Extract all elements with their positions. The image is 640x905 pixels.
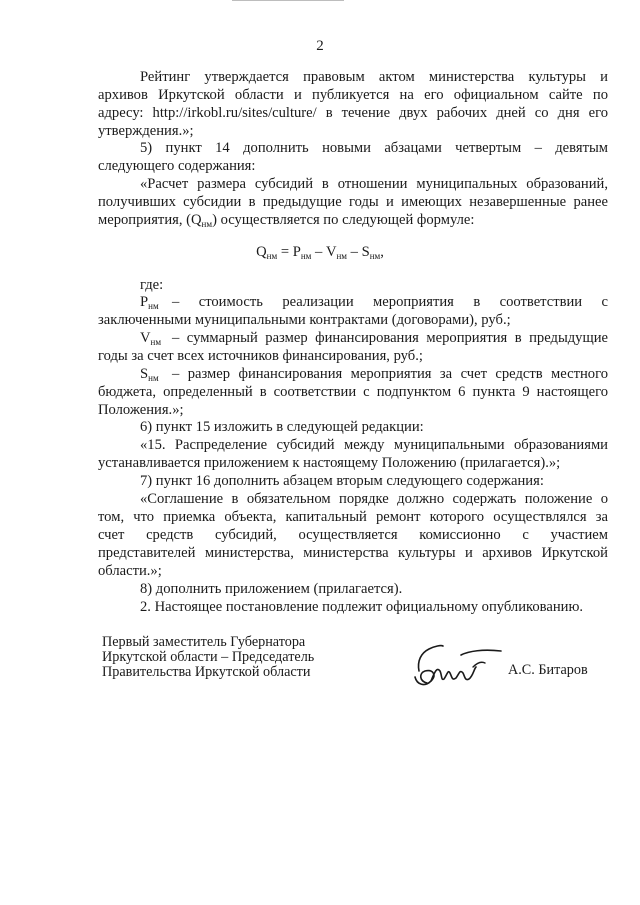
paragraph-line: представителей министерства, министерства культуры и архивов Иркутской [98,545,608,561]
signatory-title: Иркутской области – Председатель [102,649,315,665]
definition-s: – размер финансирования мероприятия за счет средств местного [172,366,608,382]
signatory-title: Правительства Иркутской области [102,664,311,680]
top-edge-line [232,0,344,1]
paragraph-line: устанавливается приложением к настоящему Положению (прилагается).»; [98,455,561,471]
definition-s: Положения.»; [98,402,184,418]
paragraph-line: «Соглашение в обязательном порядке должно содержать положение о [140,491,608,507]
symbol-v: $V_{нм}$ [140,330,162,347]
definition-v: годы за счет всех источников финансирования, руб.; [98,348,423,364]
paragraph-line: утверждения.»; [98,123,194,139]
where-label: где: [140,277,164,293]
formula: $Q_{нм} = P_{нм} - V_{нм} - S_{нм}$, [256,244,384,261]
page-number: 2 [316,38,324,54]
definition-p: заключенными муниципальными контрактами (договорами), руб.; [98,312,511,328]
paragraph-line: адресу: http://irkobl.ru/sites/culture/ в течение двух рабочих дней со дня его [98,105,608,121]
handwritten-signature [407,637,507,693]
paragraph-line: Рейтинг утверждается правовым актом министерства культуры и [140,69,608,85]
paragraph-line: 6) пункт 15 изложить в следующей редакции: [140,419,424,435]
paragraph-line: том, что приемка объекта, капитальный ремонт которого осуществлялся за [98,509,608,525]
definition-p: – стоимость реализации мероприятия в соответствии с [172,294,608,310]
paragraph-line: 7) пункт 16 дополнить абзацем вторым следующего содержания: [140,473,544,489]
signatory-name: А.С. Битаров [508,662,588,678]
paragraph-line: получивших субсидии в предыдущие годы и имеющих незавершенные ранее [98,194,608,210]
paragraph-line: следующего содержания: [98,158,256,174]
paragraph-line: мероприятия, $(Q_{нм})$ осуществляется по следующей формуле: [98,212,475,229]
symbol-p: $P_{нм}$ [140,294,159,311]
signatory-title: Первый заместитель Губернатора [102,634,306,650]
definition-s: бюджета, определенный в соответствии с подпунктом 6 пункта 9 настоящего [98,384,608,400]
paragraph-line: счет средств субсидий, осуществляется комиссионно с участием [98,527,608,543]
paragraph-line: архивов Иркутской области и публикуется на его официальном сайте по [98,87,608,103]
definition-v: – суммарный размер финансирования мероприятия в предыдущие [172,330,608,346]
paragraph-line: 8) дополнить приложением (прилагается). [140,581,403,597]
paragraph-line: 5) пункт 14 дополнить новыми абзацами четвертым – девятым [140,140,608,156]
paragraph-line: 2. Настоящее постановление подлежит официальному опубликованию. [140,599,584,615]
paragraph-line: «15. Распределение субсидий между муниципальными образованиями [140,437,608,453]
paragraph-line: «Расчет размера субсидий в отношении муниципальных образований, [140,176,608,192]
symbol-s: $S_{нм}$ [140,366,159,383]
paragraph-line: области.»; [98,563,162,579]
